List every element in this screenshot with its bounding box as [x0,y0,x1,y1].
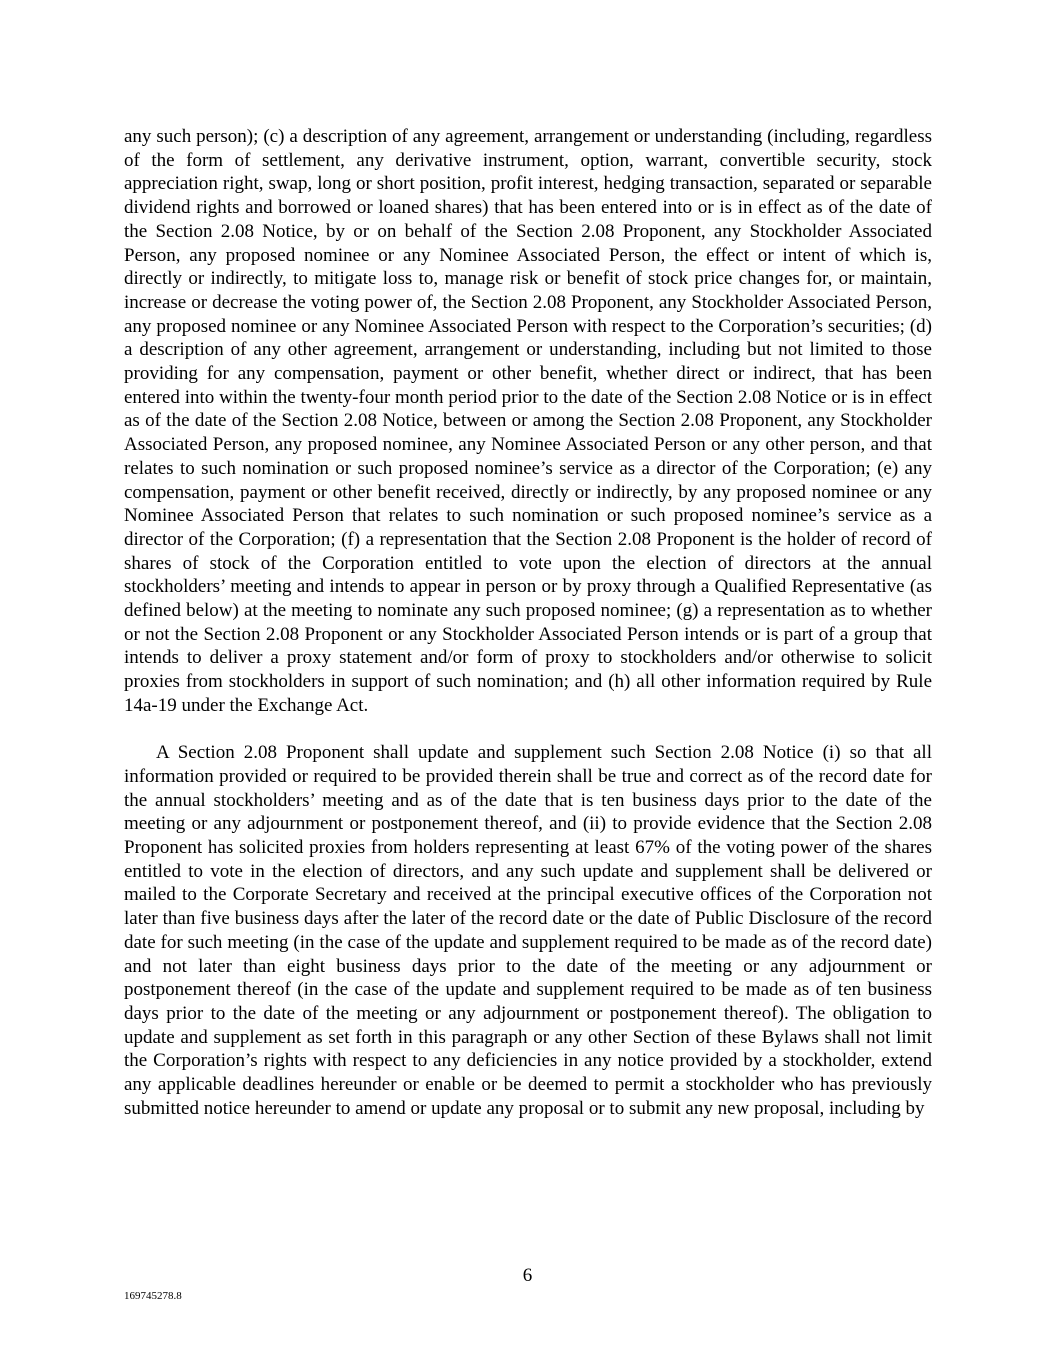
paragraph-continuation: any such person); (c) a description of any agreement, arrangement or understanding (including, regardless of the form of settlement, any derivative instrument, option, warrant, convertible security, stock appreciation right, swap, long or short position, profit interest, hedging transaction, separated or separable dividend rights and borrowed or loaned shares) that has been entered into or is in effect as of the date of the Section 2.08 Notice, by or on behalf of the Section 2.08 Proponent, any Stockholder Associated Person, any proposed nominee or any Nominee Associated Person, the effect or intent of which is, directly or indirectly, to mitigate loss to, manage risk or benefit of stock price changes for, or maintain, increase or decrease the voting power of, the Section 2.08 Proponent, any Stockholder Associated Person, any proposed nominee or any Nominee Associated Person with respect to the Corporation’s securities; (d) a description of any other agreement, arrangement or understanding, including but not limited to those providing for any compensation, payment or other benefit, whether direct or indirect, that has been entered into within the twenty-four month period prior to the date of the Section 2.08 Notice or is in effect as of the date of the Section 2.08 Notice, between or among the Section 2.08 Proponent, any Stockholder Associated Person, any proposed nominee, any Nominee Associated Person or any other person, and that relates to such nomination or such proposed nominee’s service as a director of the Corporation; (e) any compensation, payment or other benefit received, directly or indirectly, by any proposed nominee or any Nominee Associated Person that relates to such nomination or such proposed nominee’s service as a director of the Corporation; (f) a representation that the Section 2.08 Proponent is the holder of record of shares of stock of the Corporation entitled to vote upon the election of directors at the annual stockholders’ meeting and intends to appear in person or by proxy through a Qualified Representative (as defined below) at the meeting to nominate any such proposed nominee; (g) a representation as to whether or not the Section 2.08 Proponent or any Stockholder Associated Person intends or is part of a group that intends to deliver a proxy statement and/or form of proxy to stockholders and/or otherwise to solicit proxies from stockholders in support of such nomination; and (h) all other information required by Rule 14a-19 under the Exchange Act. [124,126,932,716]
body-text [124,125,932,1121]
document-id: 169745278.8 [124,1290,182,1302]
page-number: 6 [522,1265,533,1286]
paragraph-update-supplement: A Section 2.08 Proponent shall update and supplement such Section 2.08 Notice (i) so that all information provided or required to be provided therein shall be true and correct as of the record date for the annual stockholders’ meeting and as of the date that is ten business days prior to the date of the meeting or any adjournment or postponement thereof, and (ii) to provide evidence that the Section 2.08 Proponent has solicited proxies from holders representing at least 67% of the voting power of the shares entitled to vote in the election of directors, and any such update and supplement shall be delivered or mailed to the Corporate Secretary and received at the principal executive offices of the Corporation not later than five business days after the later of the record date or the date of Public Disclosure of the record date for such meeting (in the case of the update and supplement required to be made as of the record date) and not later than eight business days prior to the date of the meeting or any adjournment or postponement thereof (in the case of the update and supplement required to be made as of ten business days prior to the date of the meeting or any adjournment or postponement thereof). The obligation to update and supplement as set forth in this paragraph or any other Section of these Bylaws shall not limit the Corporation’s rights with respect to any deficiencies in any notice provided by a stockholder, extend any applicable deadlines hereunder or enable or be deemed to permit a stockholder who has previously submitted notice hereunder to amend or update any proposal or to submit any new proposal, including by [124,742,932,1119]
